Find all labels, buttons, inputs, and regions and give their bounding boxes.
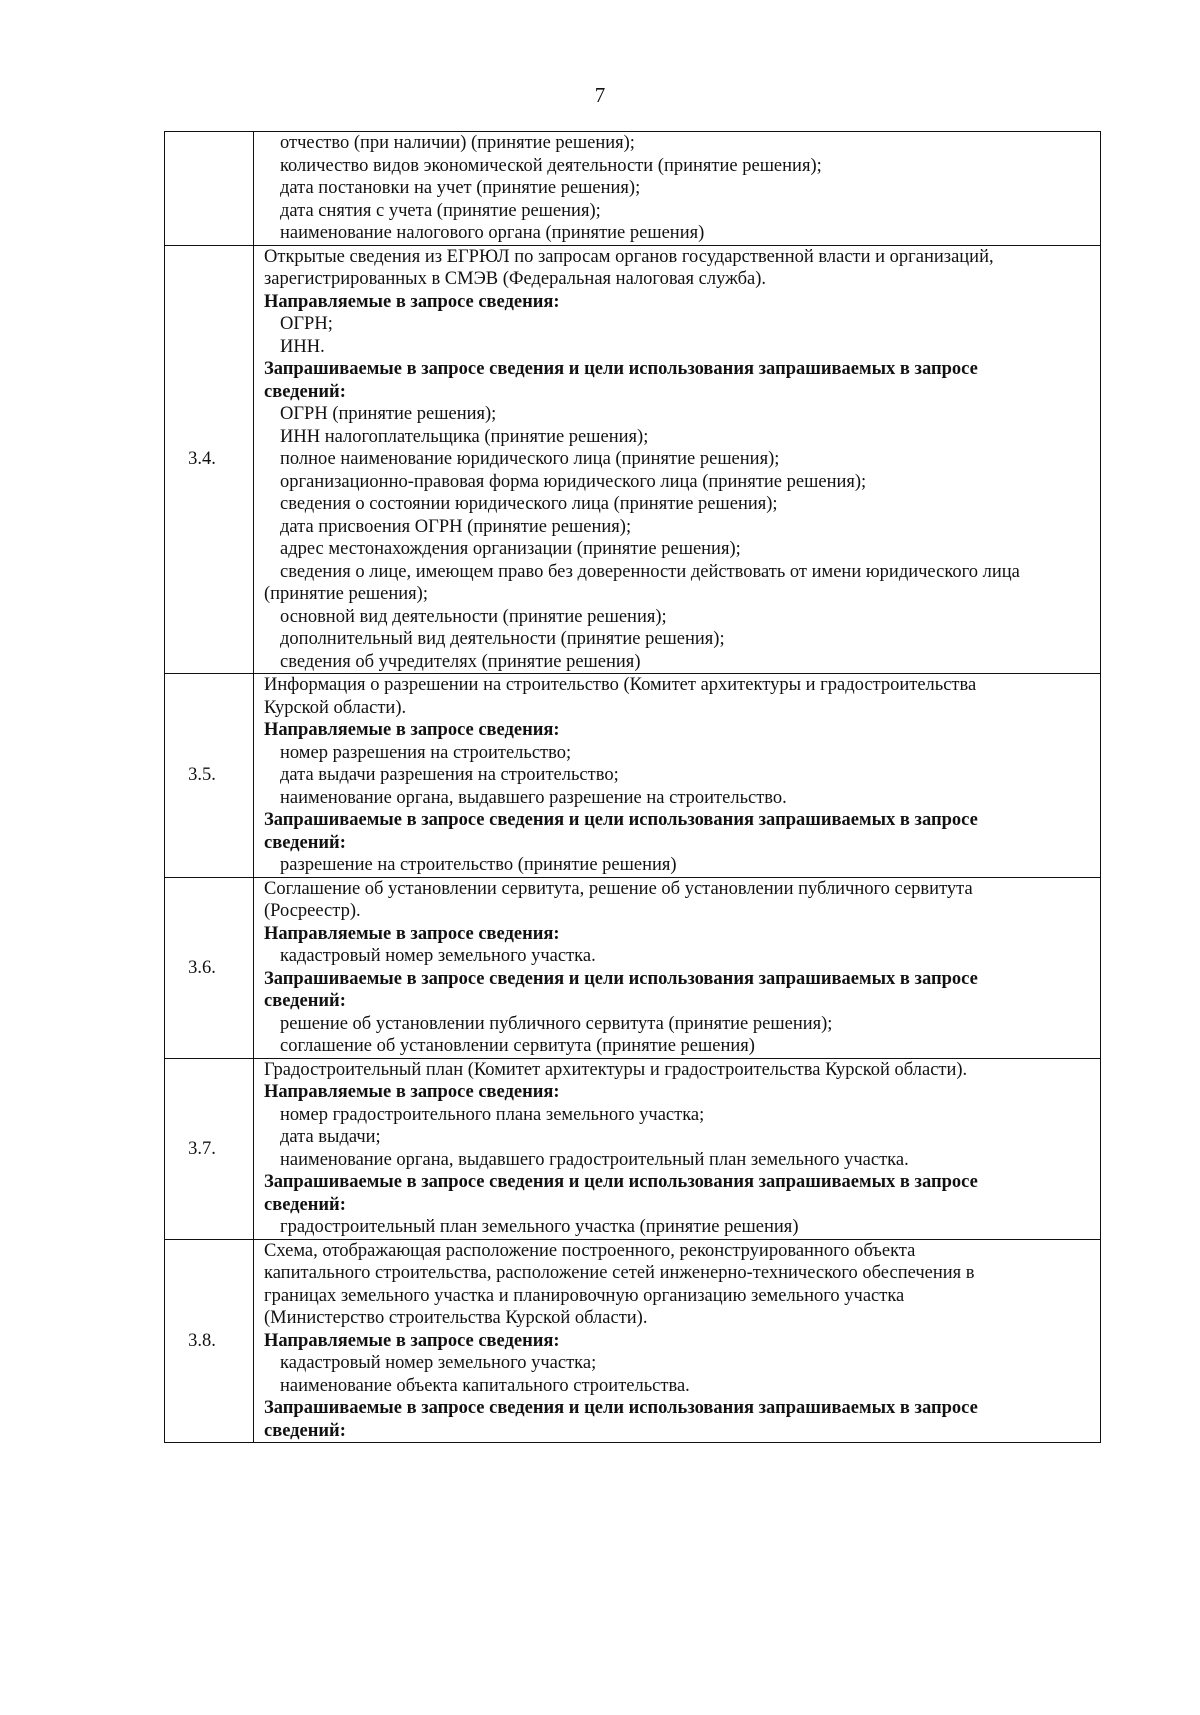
table-row (165, 674, 1101, 878)
paragraph-line: Градостроительный план (Комитет архитектуры и градостроительства Курской области). (264, 1059, 968, 1080)
list-item: наименование налогового органа (принятие решения) (280, 223, 705, 243)
row-number-cell (165, 674, 254, 878)
list-item: наименование объекта капитального строительства. (280, 1375, 690, 1396)
list-item: сведения об учредителях (принятие решения) (280, 651, 641, 672)
section-heading: Направляемые в запросе сведения: (264, 923, 560, 944)
section-heading: Направляемые в запросе сведения: (264, 720, 560, 740)
paragraph-line: границах земельного участка и планировочную организацию земельного участка (264, 1285, 905, 1306)
table-row (165, 245, 1101, 674)
paragraph-line: капитального строительства, расположение сетей инженерно-технического обеспечения в (264, 1263, 975, 1283)
section-heading: Запрашиваемые в запросе сведения и цели использования запрашиваемых в запросе (264, 810, 978, 830)
list-item: разрешение на строительство (принятие решения) (280, 855, 677, 875)
section-heading: Запрашиваемые в запросе сведения и цели использования запрашиваемых в запросе (264, 1172, 978, 1192)
list-item: наименование органа, выдавшего градостроительный план земельного участка. (280, 1149, 909, 1170)
row-number-cell (165, 877, 254, 1058)
section-heading: сведений: (264, 832, 346, 853)
paragraph-line: зарегистрированных в СМЭВ (Федеральная налоговая служба). (264, 269, 767, 289)
document-table-body (165, 132, 1101, 1443)
row-number: 3.7. (188, 1138, 216, 1159)
paragraph-line: Соглашение об установлении сервитута, решение об установлении публичного сервитута (264, 878, 973, 899)
list-item: адрес местонахождения организации (принятие решения); (280, 539, 741, 559)
list-item: сведения о состоянии юридического лица (принятие решения); (280, 494, 778, 514)
list-item: ИНН налогоплательщика (принятие решения); (280, 426, 649, 447)
table-row (165, 132, 1101, 246)
section-heading: Запрашиваемые в запросе сведения и цели использования запрашиваемых в запросе (264, 359, 978, 379)
list-item: номер градостроительного плана земельного участка; (280, 1104, 705, 1125)
list-item: кадастровый номер земельного участка. (280, 946, 596, 966)
list-item: наименование органа, выдавшего разрешение на строительство. (280, 787, 787, 808)
row-number: 3.8. (188, 1330, 216, 1351)
paragraph-line: Открытые сведения из ЕГРЮЛ по запросам органов государственной власти и организаций, (264, 246, 994, 267)
row-content-cell (254, 132, 1101, 246)
list-item: дата выдачи разрешения на строительство; (280, 765, 619, 785)
paragraph-line: (Росреестр). (264, 901, 361, 921)
section-heading: сведений: (264, 1194, 346, 1215)
list-item: решение об установлении публичного сервитута (принятие решения); (280, 1013, 833, 1034)
list-item: количество видов экономической деятельности (принятие решения); (280, 155, 822, 176)
list-item: соглашение об установлении сервитута (принятие решения) (280, 1036, 755, 1056)
paragraph-line: Курской области). (264, 697, 407, 718)
table-row (165, 1239, 1101, 1443)
paragraph-line: (Министерство строительства Курской области). (264, 1308, 648, 1328)
section-heading: Запрашиваемые в запросе сведения и цели использования запрашиваемых в запросе (264, 1398, 978, 1418)
section-heading: Направляемые в запросе сведения: (264, 1330, 560, 1351)
paragraph-line: Информация о разрешении на строительство (Комитет архитектуры и градостроительства (264, 675, 977, 695)
list-item: организационно-правовая форма юридического лица (принятие решения); (280, 471, 867, 492)
row-number-cell (165, 1239, 254, 1443)
row-content-cell (254, 674, 1101, 878)
row-content-cell (254, 1058, 1101, 1239)
section-heading: Направляемые в запросе сведения: (264, 291, 560, 312)
row-content-cell (254, 245, 1101, 674)
list-item: кадастровый номер земельного участка; (280, 1353, 597, 1373)
row-number-cell (165, 132, 254, 246)
row-number-cell (165, 1058, 254, 1239)
list-item: градостроительный план земельного участка (принятие решения) (280, 1217, 799, 1237)
list-item: ОГРН (принятие решения); (280, 404, 497, 424)
document-table (164, 131, 1101, 1443)
row-number: 3.4. (188, 449, 216, 470)
list-item: дата снятия с учета (принятие решения); (280, 200, 601, 221)
list-item: ОГРН; (280, 314, 333, 334)
section-heading: сведений: (264, 1420, 346, 1441)
section-heading: Направляемые в запросе сведения: (264, 1082, 560, 1102)
list-item: дата выдачи; (280, 1127, 381, 1147)
section-heading: Запрашиваемые в запросе сведения и цели использования запрашиваемых в запросе (264, 968, 978, 989)
row-content-cell (254, 877, 1101, 1058)
list-item: дата постановки на учет (принятие решения); (280, 178, 641, 198)
list-item: дополнительный вид деятельности (принятие решения); (280, 629, 725, 649)
row-number: 3.6. (188, 957, 216, 978)
table-row (165, 877, 1101, 1058)
row-content-cell (254, 1239, 1101, 1443)
list-item: полное наименование юридического лица (принятие решения); (280, 449, 780, 469)
paragraph-line: Схема, отображающая расположение построенного, реконструированного объекта (264, 1240, 916, 1261)
list-item: отчество (при наличии) (принятие решения); (280, 133, 635, 153)
list-item: дата присвоения ОГРН (принятие решения); (280, 516, 632, 537)
list-item: ИНН. (280, 336, 325, 357)
row-number-cell (165, 245, 254, 674)
section-heading: сведений: (264, 991, 346, 1011)
list-item: номер разрешения на строительство; (280, 742, 572, 763)
table-row (165, 1058, 1101, 1239)
paragraph-line: (принятие решения); (264, 584, 428, 604)
list-item: основной вид деятельности (принятие решения); (280, 606, 667, 627)
list-item: сведения о лице, имеющем право без доверенности действовать от имени юридического лица (280, 561, 1020, 582)
page-number: 7 (594, 83, 606, 107)
section-heading: сведений: (264, 381, 346, 402)
row-number: 3.5. (188, 765, 216, 786)
